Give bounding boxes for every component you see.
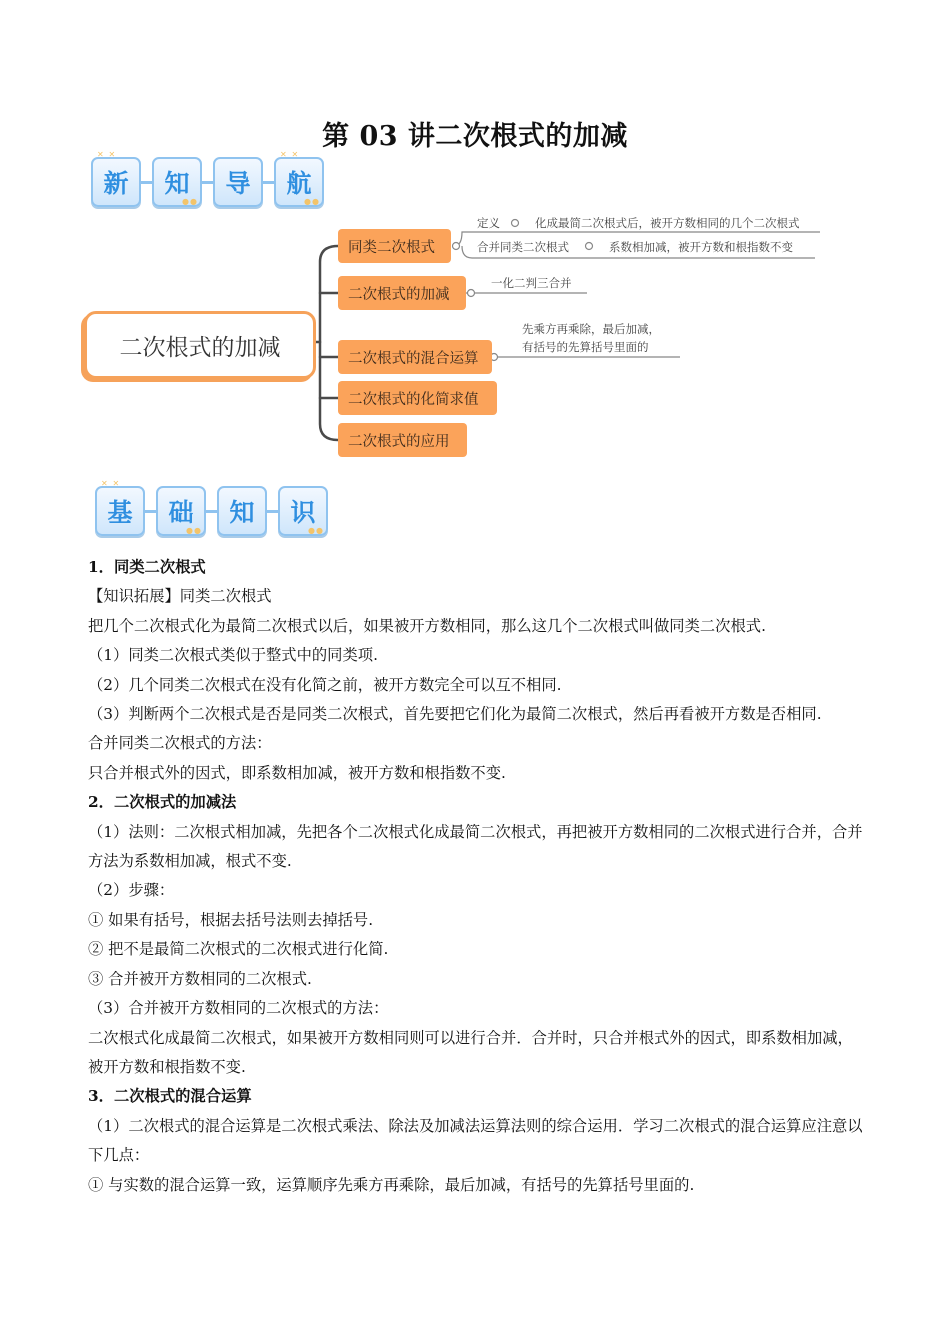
branch-applications: 二次根式的应用 (338, 423, 467, 457)
paragraph: ② 把不是最简二次根式的二次根式进行化简. (88, 940, 389, 959)
branch-mixed-operations: 二次根式的混合运算 (338, 340, 492, 374)
note-mixed-line1: 先乘方再乘除，最后加减， (522, 322, 660, 336)
paragraph: （1）法则：二次根式相加减，先把各个二次根式化成最简二次根式，再把被开方数相同的二次根式进行合并，合并方法为系数相加减，根式不变. (88, 822, 863, 871)
paragraph: 合并同类二次根式的方法： (88, 734, 272, 753)
paragraph: （2）步骤： (88, 881, 175, 900)
paragraph: ① 与实数的混合运算一致，运算顺序先乘方再乘除，最后加减，有括号的先算括号里面的. (88, 1175, 695, 1194)
note-definition-label: 定义 (477, 216, 500, 230)
note-merge-label: 合并同类二次根式 (477, 240, 569, 254)
paragraph: ③ 合并被开方数相同的二次根式. (88, 969, 312, 988)
badge-char: 知 ●● (152, 157, 202, 207)
section-heading: 1．同类二次根式 (88, 558, 206, 576)
section-heading: 3．二次根式的混合运算 (88, 1087, 252, 1106)
paragraph: 二次根式化成最简二次根式，如果被开方数相同则可以进行合并．合并时，只合并根式外的因式，即系数相加减，被开方数和根指数不变. (88, 1028, 853, 1076)
branch-similar-radicals: 同类二次根式 (338, 229, 451, 263)
mind-map (0, 0, 950, 470)
badge-char: 导 (213, 157, 263, 207)
paragraph: 只合并根式外的因式，即系数相加减，被开方数和根指数不变. (88, 763, 506, 782)
paragraph: 【知识拓展】同类二次根式 (88, 587, 272, 606)
paragraph: （1）同类二次根式类似于整式中的同类项. (88, 646, 378, 665)
badge-char: ✕ ✕ 新 (91, 157, 141, 207)
section-heading: 2．二次根式的加减法 (88, 793, 237, 812)
badge-char: 础 ●● (156, 486, 206, 536)
basic-knowledge-badge (95, 479, 328, 536)
badge-char: 识 ●● (278, 486, 328, 536)
branch-add-subtract: 二次根式的加减 (338, 276, 466, 310)
note-mixed-line2: 有括号的先算括号里面的 (522, 340, 649, 354)
branch-simplify-evaluate: 二次根式的化简求值 (338, 381, 497, 415)
note-add-subtract: 一化二判三合并 (491, 276, 572, 290)
mind-map-root: 二次根式的加减 (84, 311, 316, 379)
badge-char: ✕ ✕ 基 (95, 486, 145, 536)
paragraph: （1）二次根式的混合运算是二次根式乘法、除法及加减法运算法则的综合运用．学习二次根式的混合运算应注意以下几点： (88, 1116, 863, 1165)
note-definition-text: 化成最简二次根式后，被开方数相同的几个二次根式 (535, 216, 800, 230)
paragraph: （2）几个同类二次根式在没有化简之前，被开方数完全可以互不相同. (88, 675, 562, 694)
paragraph: （3）合并被开方数相同的二次根式的方法： (88, 999, 389, 1018)
document-body (88, 553, 868, 1200)
note-merge-text: 系数相加减，被开方数和根指数不变 (609, 240, 793, 254)
paragraph: ① 如果有括号，根据去括号法则去掉括号. (88, 910, 374, 929)
badge-char: ✕ ✕ 航 ●● (274, 157, 324, 207)
page-title: 第 03 讲二次根式的加减 (322, 121, 628, 152)
paragraph: （3）判断两个二次根式是否是同类二次根式，首先要把它们化为最简二次根式，然后再看被开方数是否相同. (88, 705, 822, 724)
paragraph: 把几个二次根式化为最简二次根式以后，如果被开方数相同，那么这几个二次根式叫做同类二次根式. (88, 616, 766, 635)
badge-char: 知 (217, 486, 267, 536)
